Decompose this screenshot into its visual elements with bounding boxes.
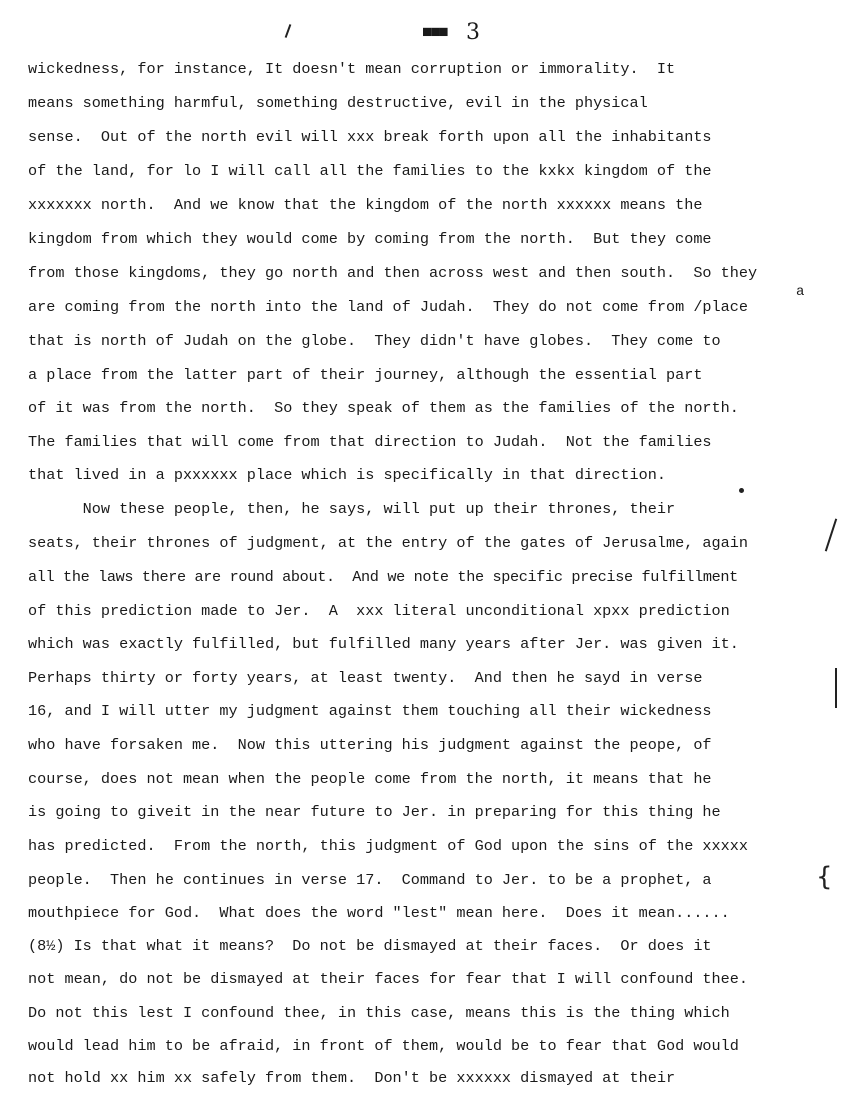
text-line: of the land, for lo I will call all the families to the kxkx kingdom of the: [28, 162, 712, 180]
text-line: not mean, do not be dismayed at their faces for fear that I will confound thee.: [28, 970, 749, 988]
page-number: 3: [466, 20, 480, 45]
text-line: all the laws there are round about. And we note the specific precise fulfillment: [28, 568, 738, 586]
text-line: a place from the latter part of their journey, although the essential part: [28, 366, 703, 384]
text-line: that lived in a pxxxxxx place which is specifically in that direction.: [28, 466, 666, 484]
ink-dot: [739, 488, 744, 493]
text-line: would lead him to be afraid, in front of them, would be to fear that God would: [28, 1037, 739, 1055]
text-line: of it was from the north. So they speak of them as the families of the north.: [28, 399, 739, 417]
text-line: mouthpiece for God. What does the word "lest" mean here. Does it mean......: [28, 904, 730, 922]
text-line: means something harmful, something destructive, evil in the physical: [28, 94, 648, 112]
text-line: sense. Out of the north evil will xxx break forth upon all the inhabitants: [28, 128, 712, 146]
text-line: 16, and I will utter my judgment against them touching all their wickedness: [28, 702, 712, 720]
text-line: that is north of Judah on the globe. They didn't have globes. They come to: [28, 332, 721, 350]
text-line: of this prediction made to Jer. A xxx literal unconditional xpxx prediction: [28, 602, 730, 620]
text-line: (8½) Is that what it means? Do not be dismayed at their faces. Or does it: [28, 937, 712, 955]
struck-out-page-mark: ■■■: [422, 24, 447, 43]
text-line: kingdom from which they would come by coming from the north. But they come: [28, 230, 712, 248]
text-line: The families that will come from that direction to Judah. Not the families: [28, 433, 712, 451]
text-line: wickedness, for instance, It doesn't mean corruption or immorality. It: [28, 60, 676, 78]
text-line: course, does not mean when the people come from the north, it means that he: [28, 770, 712, 788]
text-line: people. Then he continues in verse 17. Command to Jer. to be a prophet, a: [28, 871, 712, 889]
text-line: xxxxxxx north. And we know that the kingdom of the north xxxxxx means the: [28, 196, 703, 214]
text-line: from those kingdoms, they go north and then across west and then south. So they: [28, 264, 758, 282]
margin-bracket-icon: {: [816, 862, 833, 892]
text-line: who have forsaken me. Now this uttering his judgment against the peope, of: [28, 736, 712, 754]
text-line: is going to giveit in the near future to Jer. in preparing for this thing he: [28, 803, 721, 821]
interlinear-insertion: a: [796, 284, 805, 300]
text-line: which was exactly fulfilled, but fulfilled many years after Jer. was given it.: [28, 635, 739, 653]
text-line: Now these people, then, he says, will put up their thrones, their: [28, 500, 676, 518]
text-line: Do not this lest I confound thee, in this case, means this is the thing which: [28, 1004, 730, 1022]
text-line: Perhaps thirty or forty years, at least twenty. And then he sayd in verse: [28, 669, 703, 687]
text-line: seats, their thrones of judgment, at the entry of the gates of Jerusalme, again: [28, 534, 749, 552]
pen-tick-mark: [285, 24, 292, 38]
text-line: has predicted. From the north, this judgment of God upon the sins of the xxxxx: [28, 837, 749, 855]
text-line: are coming from the north into the land of Judah. They do not come from /place: [28, 298, 749, 316]
margin-mark: [825, 519, 837, 552]
text-line: not hold xx him xx safely from them. Don't be xxxxxx dismayed at their: [28, 1069, 676, 1087]
margin-mark: [835, 668, 837, 708]
